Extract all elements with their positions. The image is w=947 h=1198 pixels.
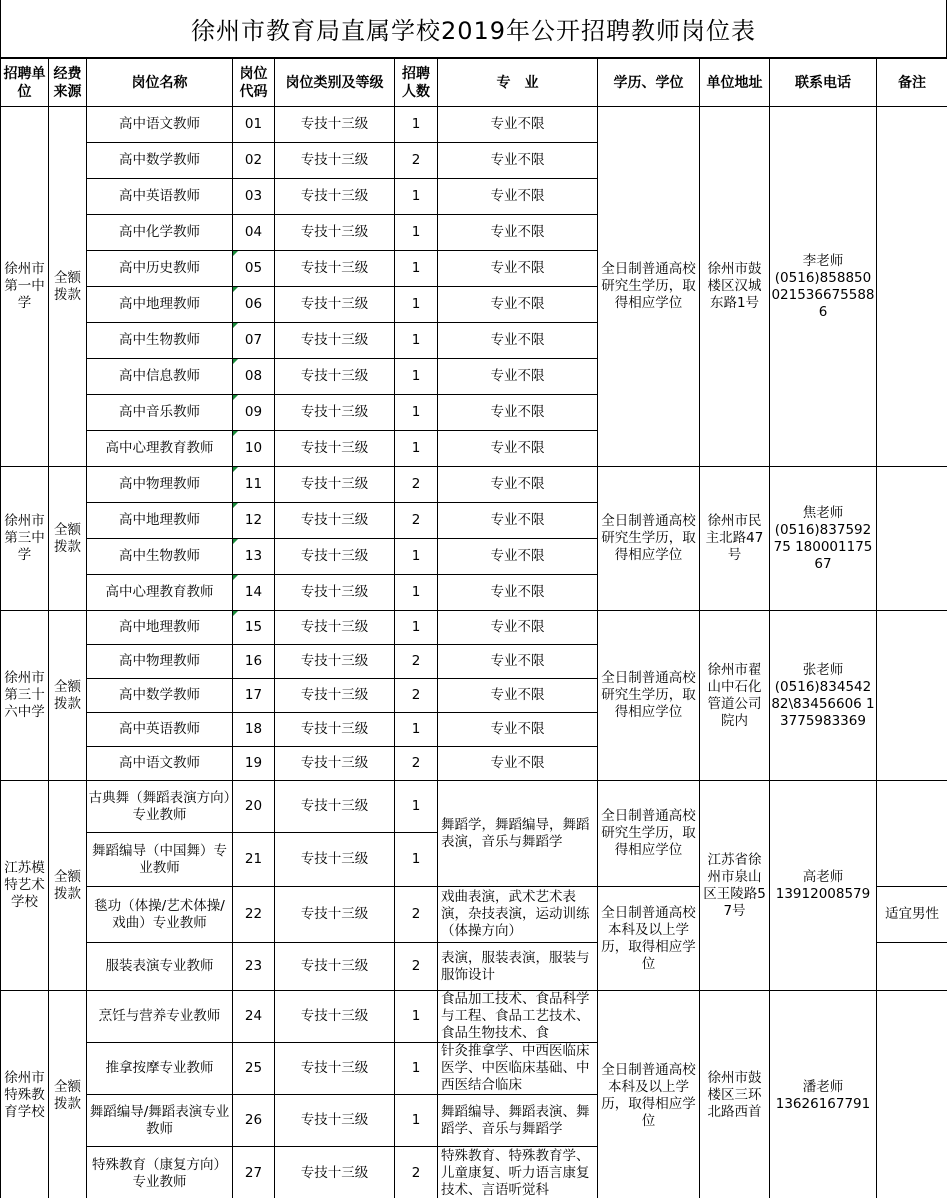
education-cell: 全日制普通高校研究生学历，取得相应学位 <box>598 107 700 467</box>
funding-cell: 全额拨款 <box>49 107 87 467</box>
contact-phone: 13626167791 <box>775 1095 871 1112</box>
funding-cell: 全额拨款 <box>49 611 87 781</box>
post-code-cell: 26 <box>233 1095 275 1147</box>
count-cell: 2 <box>395 1147 438 1198</box>
major-cell: 专业不限 <box>438 713 598 747</box>
post-code-cell: 21 <box>233 833 275 887</box>
category-cell: 专技十三级 <box>275 1095 395 1147</box>
category-cell: 专技十三级 <box>275 323 395 359</box>
cell-marker-icon <box>233 539 238 544</box>
major-cell: 专业不限 <box>438 539 598 575</box>
cell-marker-icon <box>233 611 238 616</box>
category-cell: 专技十三级 <box>275 179 395 215</box>
count-cell: 2 <box>395 887 438 943</box>
note-cell <box>877 611 947 781</box>
cell-marker-icon <box>233 467 238 472</box>
major-cell: 专业不限 <box>438 645 598 679</box>
header-post-code: 岗位代码 <box>233 59 275 107</box>
post-code-cell: 18 <box>233 713 275 747</box>
post-code-cell: 17 <box>233 679 275 713</box>
major-cell: 专业不限 <box>438 107 598 143</box>
category-cell: 专技十三级 <box>275 215 395 251</box>
major-cell: 针灸推拿学、中西医临床医学、中医临床基础、中西医结合临床 <box>438 1043 598 1095</box>
post-name-cell: 高中地理教师 <box>87 287 233 323</box>
count-cell: 1 <box>395 179 438 215</box>
count-cell: 2 <box>395 747 438 781</box>
count-cell: 1 <box>395 251 438 287</box>
unit-cell: 徐州市第三十六中学 <box>1 611 49 781</box>
count-cell: 1 <box>395 539 438 575</box>
header-unit: 招聘单位 <box>1 59 49 107</box>
phone-cell <box>770 991 877 1198</box>
header-row <box>1 59 947 107</box>
post-name-cell: 高中数学教师 <box>87 143 233 179</box>
category-cell: 专技十三级 <box>275 467 395 503</box>
post-code-cell: 10 <box>233 431 275 467</box>
address-cell: 徐州市鼓楼区三环北路西首 <box>700 991 770 1198</box>
header-funding: 经费来源 <box>49 59 87 107</box>
table-row <box>1 781 947 833</box>
post-name-cell: 舞蹈编导/舞蹈表演专业教师 <box>87 1095 233 1147</box>
category-cell: 专技十三级 <box>275 287 395 323</box>
cell-marker-icon <box>233 503 238 508</box>
major-cell: 专业不限 <box>438 143 598 179</box>
post-name-cell: 高中历史教师 <box>87 251 233 287</box>
header-address: 单位地址 <box>700 59 770 107</box>
post-name-cell: 高中地理教师 <box>87 503 233 539</box>
education-cell: 全日制普通高校研究生学历，取得相应学位 <box>598 781 700 887</box>
post-name-cell: 高中心理教育教师 <box>87 575 233 611</box>
table-row <box>1 991 947 1043</box>
contact-phone: (0516)837592 75 18000117567 <box>773 521 873 572</box>
major-cell: 专业不限 <box>438 467 598 503</box>
count-cell: 1 <box>395 1095 438 1147</box>
funding-cell: 全额拨款 <box>49 467 87 611</box>
post-name-cell: 高中化学教师 <box>87 215 233 251</box>
major-cell: 专业不限 <box>438 323 598 359</box>
post-name-cell: 古典舞（舞蹈表演方向）专业教师 <box>87 781 233 833</box>
address-cell: 江苏省徐州市泉山区王陵路57号 <box>700 781 770 991</box>
post-code-cell: 06 <box>233 287 275 323</box>
post-name-cell: 高中信息教师 <box>87 359 233 395</box>
post-name-cell: 高中心理教育教师 <box>87 431 233 467</box>
address-cell: 徐州市鼓楼区汉城东路1号 <box>700 107 770 467</box>
post-name-cell: 高中数学教师 <box>87 679 233 713</box>
job-table <box>0 58 947 1198</box>
page-title: 徐州市教育局直属学校2019年公开招聘教师岗位表 <box>0 0 947 58</box>
address-cell: 徐州市民主北路47号 <box>700 467 770 611</box>
phone-cell <box>770 107 877 467</box>
major-cell: 专业不限 <box>438 575 598 611</box>
phone-cell <box>770 781 877 991</box>
header-category: 岗位类别及等级 <box>275 59 395 107</box>
count-cell: 1 <box>395 781 438 833</box>
unit-cell: 徐州市第一中学 <box>1 107 49 467</box>
funding-cell: 全额拨款 <box>49 781 87 991</box>
header-phone: 联系电话 <box>770 59 877 107</box>
count-cell: 1 <box>395 575 438 611</box>
category-cell: 专技十三级 <box>275 747 395 781</box>
count-cell: 1 <box>395 323 438 359</box>
category-cell: 专技十三级 <box>275 143 395 179</box>
count-cell: 1 <box>395 1043 438 1095</box>
post-code-cell: 20 <box>233 781 275 833</box>
education-cell: 全日制普通高校本科及以上学历，取得相应学位 <box>598 991 700 1198</box>
header-major: 专 业 <box>438 59 598 107</box>
note-cell <box>877 781 947 887</box>
category-cell: 专技十三级 <box>275 611 395 645</box>
header-note: 备注 <box>877 59 947 107</box>
post-code-cell: 23 <box>233 943 275 991</box>
cell-marker-icon <box>233 323 238 328</box>
category-cell: 专技十三级 <box>275 107 395 143</box>
category-cell: 专技十三级 <box>275 645 395 679</box>
cell-marker-icon <box>233 359 238 364</box>
post-name-cell: 烹饪与营养专业教师 <box>87 991 233 1043</box>
contact-phone: (0516)858850 021536675588 6 <box>771 269 875 320</box>
major-cell: 特殊教育、特殊教育学、儿童康复、听力语言康复技术、言语听觉科 <box>438 1147 598 1198</box>
major-cell: 食品加工技术、食品科学与工程、食品工艺技术、食品生物技术、食 <box>438 991 598 1043</box>
note-cell: 适宜男性 <box>877 887 947 943</box>
post-code-cell: 07 <box>233 323 275 359</box>
category-cell: 专技十三级 <box>275 679 395 713</box>
post-code-cell: 22 <box>233 887 275 943</box>
major-cell: 专业不限 <box>438 503 598 539</box>
post-name-cell: 特殊教育（康复方向）专业教师 <box>87 1147 233 1198</box>
unit-cell: 江苏模特艺术学校 <box>1 781 49 991</box>
count-cell: 1 <box>395 713 438 747</box>
header-count: 招聘人数 <box>395 59 438 107</box>
major-cell: 专业不限 <box>438 431 598 467</box>
education-cell: 全日制普通高校研究生学历，取得相应学位 <box>598 611 700 781</box>
major-cell: 舞蹈学，舞蹈编导，舞蹈表演，音乐与舞蹈学 <box>438 781 598 887</box>
contact-name: 高老师 <box>802 868 844 885</box>
post-code-cell: 04 <box>233 215 275 251</box>
major-cell: 表演，服装表演，服装与服饰设计 <box>438 943 598 991</box>
post-name-cell: 舞蹈编导（中国舞）专业教师 <box>87 833 233 887</box>
category-cell: 专技十三级 <box>275 1147 395 1198</box>
count-cell: 1 <box>395 107 438 143</box>
cell-marker-icon <box>233 395 238 400</box>
category-cell: 专技十三级 <box>275 503 395 539</box>
post-code-cell: 25 <box>233 1043 275 1095</box>
post-name-cell: 高中音乐教师 <box>87 395 233 431</box>
post-code-cell: 11 <box>233 467 275 503</box>
table-row <box>1 467 947 503</box>
post-code-cell: 24 <box>233 991 275 1043</box>
count-cell: 1 <box>395 215 438 251</box>
major-cell: 专业不限 <box>438 251 598 287</box>
unit-cell: 徐州市特殊教育学校 <box>1 991 49 1198</box>
major-cell: 专业不限 <box>438 747 598 781</box>
address-cell: 徐州市翟山中石化管道公司院内 <box>700 611 770 781</box>
post-name-cell: 高中生物教师 <box>87 539 233 575</box>
post-name-cell: 高中英语教师 <box>87 713 233 747</box>
count-cell: 1 <box>395 991 438 1043</box>
contact-phone: (0516)834542 82\83456606 13775983369 <box>771 678 875 729</box>
category-cell: 专技十三级 <box>275 781 395 833</box>
table-row <box>1 107 947 143</box>
table-row <box>1 611 947 645</box>
major-cell: 专业不限 <box>438 359 598 395</box>
category-cell: 专技十三级 <box>275 359 395 395</box>
count-cell: 1 <box>395 611 438 645</box>
post-name-cell: 高中物理教师 <box>87 645 233 679</box>
funding-cell: 全额拨款 <box>49 991 87 1198</box>
header-post-name: 岗位名称 <box>87 59 233 107</box>
major-cell: 专业不限 <box>438 179 598 215</box>
count-cell: 2 <box>395 143 438 179</box>
count-cell: 1 <box>395 359 438 395</box>
category-cell: 专技十三级 <box>275 251 395 287</box>
header-education: 学历、学位 <box>598 59 700 107</box>
contact-name: 张老师 <box>802 661 844 678</box>
major-cell: 专业不限 <box>438 679 598 713</box>
category-cell: 专技十三级 <box>275 539 395 575</box>
post-code-cell: 09 <box>233 395 275 431</box>
phone-cell <box>770 467 877 611</box>
category-cell: 专技十三级 <box>275 431 395 467</box>
post-code-cell: 02 <box>233 143 275 179</box>
count-cell: 2 <box>395 467 438 503</box>
post-code-cell: 01 <box>233 107 275 143</box>
post-code-cell: 19 <box>233 747 275 781</box>
post-code-cell: 05 <box>233 251 275 287</box>
unit-cell: 徐州市第三中学 <box>1 467 49 611</box>
count-cell: 1 <box>395 395 438 431</box>
count-cell: 1 <box>395 287 438 323</box>
cell-marker-icon <box>233 287 238 292</box>
post-code-cell: 03 <box>233 179 275 215</box>
post-name-cell: 高中物理教师 <box>87 467 233 503</box>
category-cell: 专技十三级 <box>275 833 395 887</box>
note-cell <box>877 107 947 467</box>
category-cell: 专技十三级 <box>275 575 395 611</box>
post-name-cell: 高中语文教师 <box>87 107 233 143</box>
phone-cell <box>770 611 877 781</box>
post-code-cell: 15 <box>233 611 275 645</box>
post-name-cell: 毯功（体操/艺术体操/戏曲）专业教师 <box>87 887 233 943</box>
count-cell: 2 <box>395 503 438 539</box>
note-cell <box>877 943 947 991</box>
count-cell: 2 <box>395 645 438 679</box>
post-name-cell: 服装表演专业教师 <box>87 943 233 991</box>
category-cell: 专技十三级 <box>275 943 395 991</box>
post-name-cell: 推拿按摩专业教师 <box>87 1043 233 1095</box>
note-cell <box>877 467 947 611</box>
cell-marker-icon <box>233 431 238 436</box>
category-cell: 专技十三级 <box>275 991 395 1043</box>
major-cell: 专业不限 <box>438 215 598 251</box>
cell-marker-icon <box>233 251 238 256</box>
count-cell: 1 <box>395 431 438 467</box>
contact-name: 潘老师 <box>802 1078 844 1095</box>
post-code-cell: 08 <box>233 359 275 395</box>
major-cell: 戏曲表演，武术艺术表演，杂技表演，运动训练（体操方向） <box>438 887 598 943</box>
note-cell <box>877 991 947 1198</box>
post-name-cell: 高中地理教师 <box>87 611 233 645</box>
post-name-cell: 高中英语教师 <box>87 179 233 215</box>
post-code-cell: 27 <box>233 1147 275 1198</box>
post-code-cell: 16 <box>233 645 275 679</box>
post-code-cell: 12 <box>233 503 275 539</box>
post-code-cell: 13 <box>233 539 275 575</box>
post-code-cell: 14 <box>233 575 275 611</box>
contact-name: 焦老师 <box>802 504 844 521</box>
count-cell: 1 <box>395 833 438 887</box>
education-cell: 全日制普通高校本科及以上学历，取得相应学位 <box>598 887 700 991</box>
count-cell: 2 <box>395 943 438 991</box>
major-cell: 专业不限 <box>438 395 598 431</box>
count-cell: 2 <box>395 679 438 713</box>
major-cell: 舞蹈编导、舞蹈表演、舞蹈学、音乐与舞蹈学 <box>438 1095 598 1147</box>
cell-marker-icon <box>233 575 238 580</box>
major-cell: 专业不限 <box>438 611 598 645</box>
education-cell: 全日制普通高校研究生学历，取得相应学位 <box>598 467 700 611</box>
post-name-cell: 高中语文教师 <box>87 747 233 781</box>
category-cell: 专技十三级 <box>275 887 395 943</box>
post-name-cell: 高中生物教师 <box>87 323 233 359</box>
contact-phone: 13912008579 <box>775 885 871 902</box>
major-cell: 专业不限 <box>438 287 598 323</box>
contact-name: 李老师 <box>802 252 844 269</box>
category-cell: 专技十三级 <box>275 395 395 431</box>
category-cell: 专技十三级 <box>275 713 395 747</box>
category-cell: 专技十三级 <box>275 1043 395 1095</box>
